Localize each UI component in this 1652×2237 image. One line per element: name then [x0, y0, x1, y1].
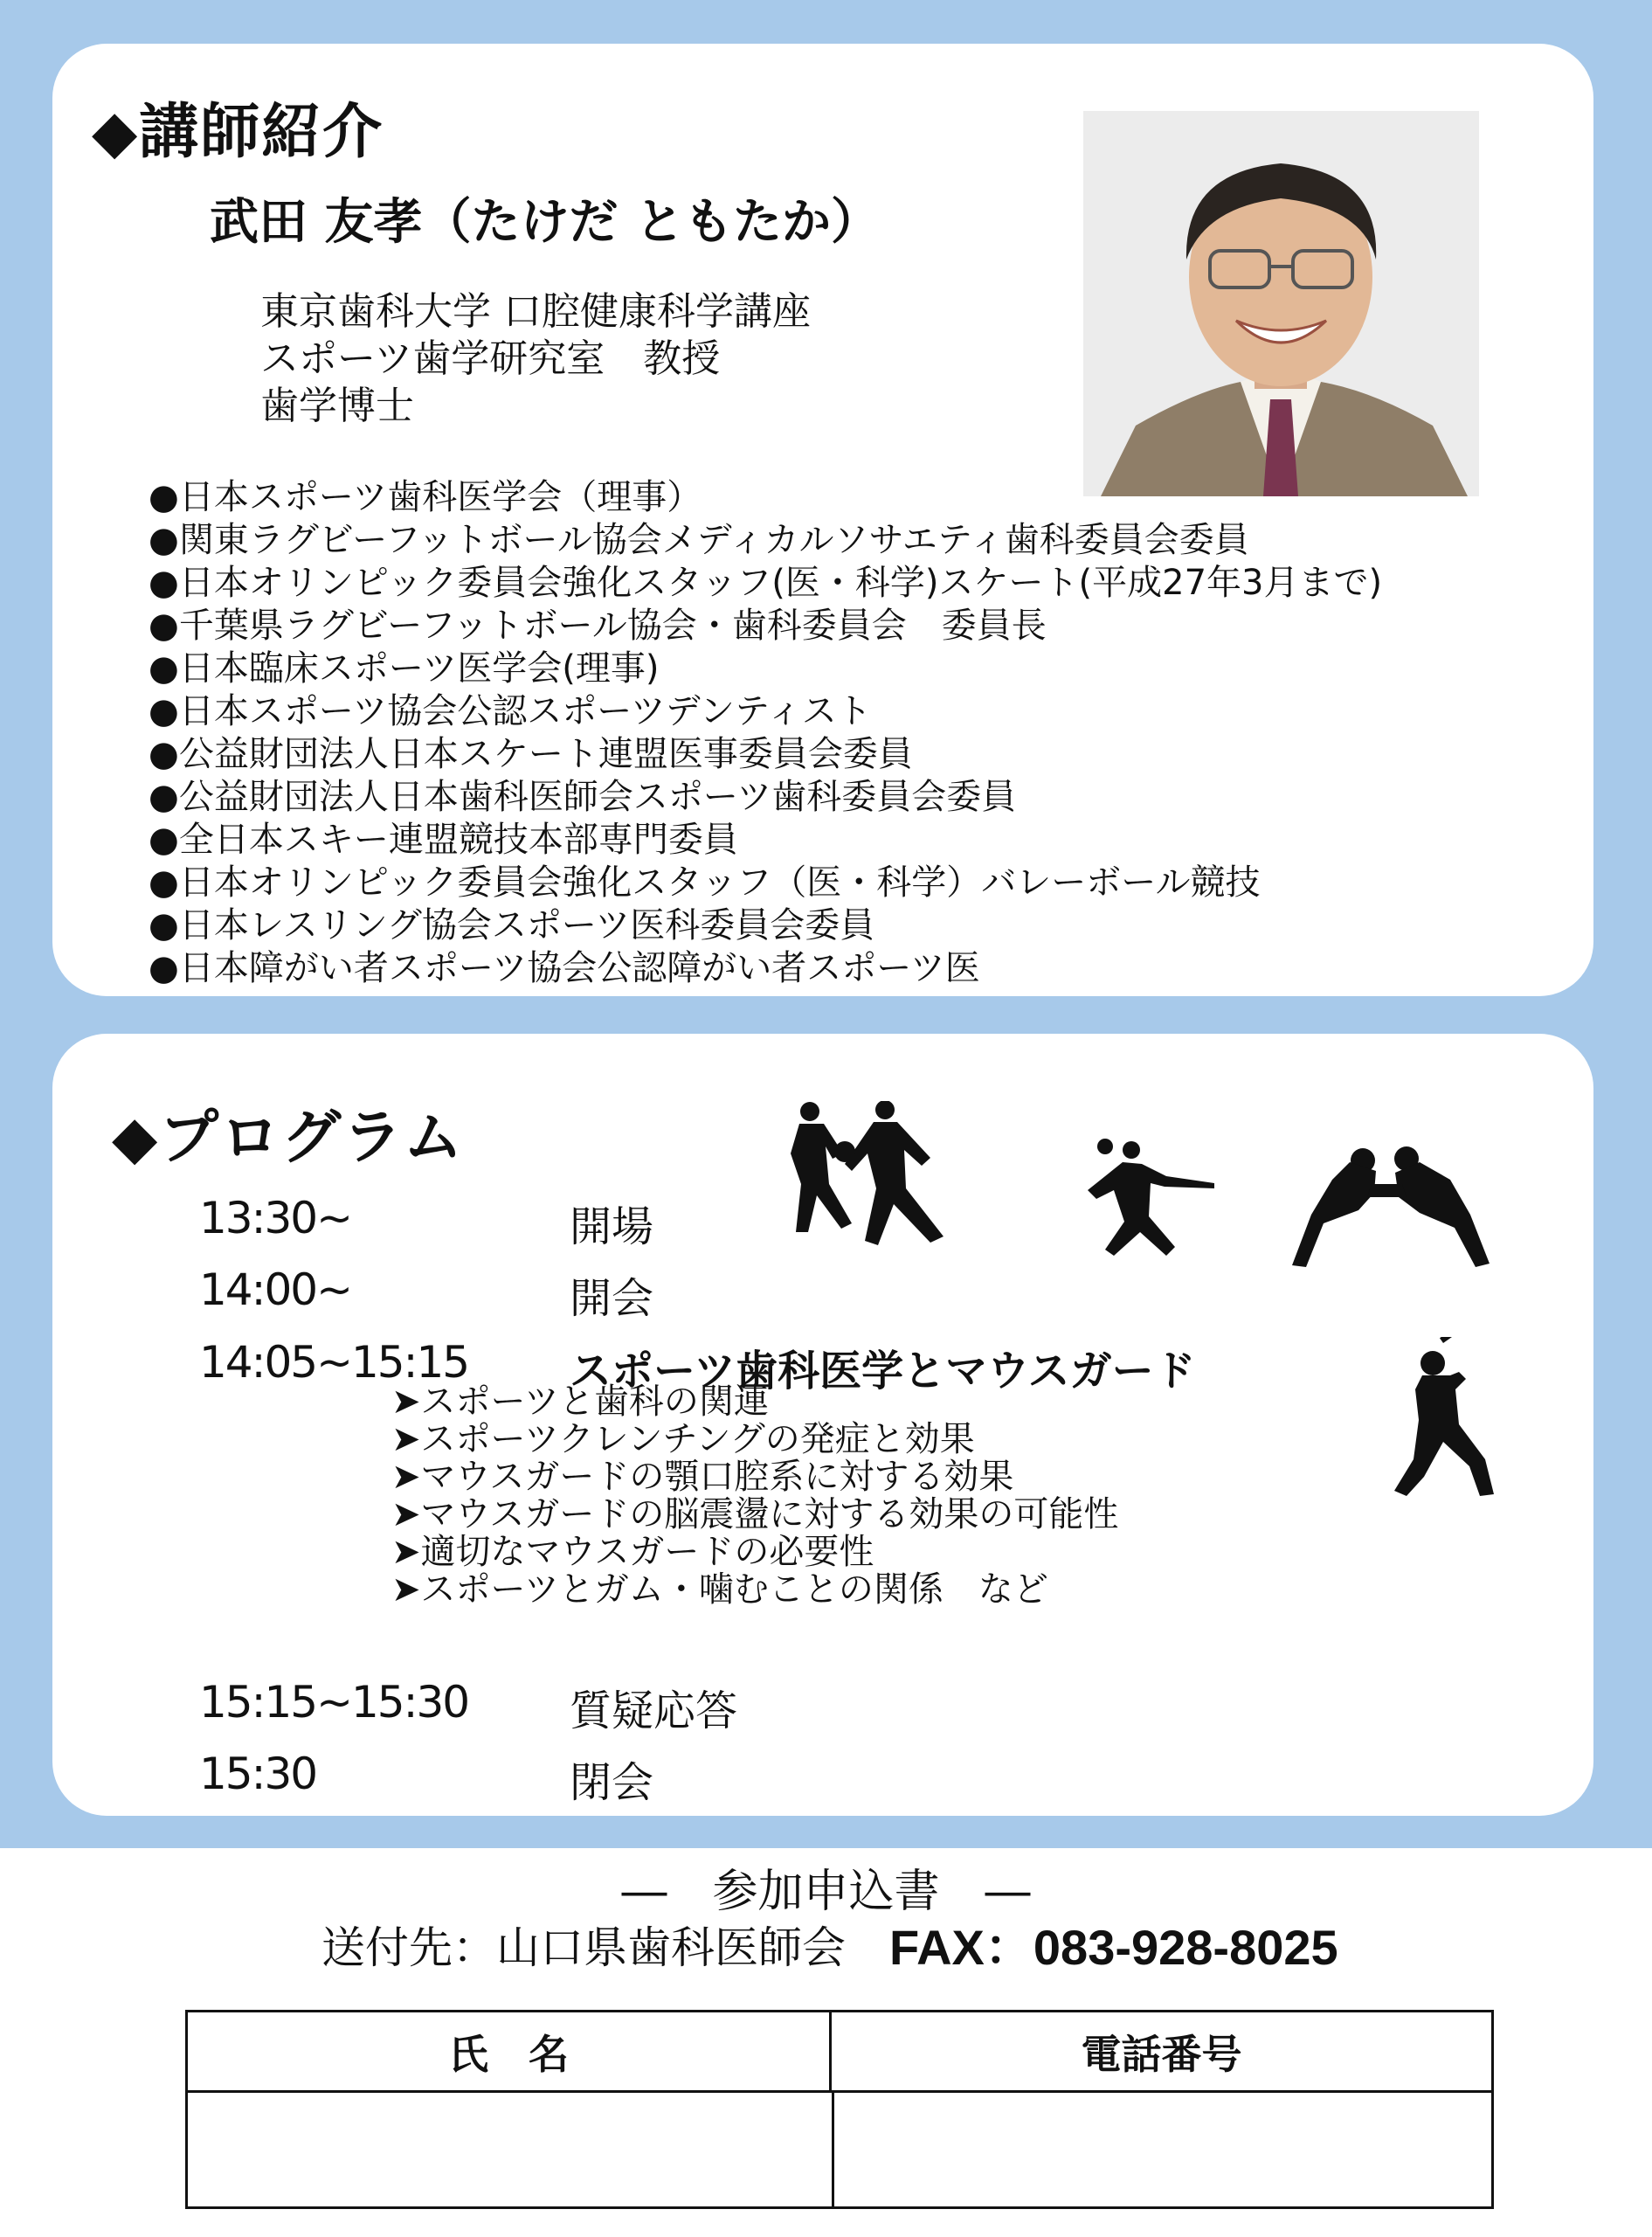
schedule-item: 開場	[570, 1202, 654, 1251]
application-table	[185, 2010, 1494, 2209]
form-sendto: 送付先：山口県歯科医師会	[321, 1922, 846, 1973]
list-item: ●日本オリンピック委員会強化スタッフ（医・科学）バレーボール競技	[149, 862, 1261, 903]
list-item: ➤マウスガードの顎口腔系に対する効果	[391, 1457, 1014, 1497]
column-header-name: 氏 名	[188, 2012, 832, 2093]
lecture-topics-list	[391, 1383, 1118, 1609]
instructor-photo	[1083, 111, 1479, 496]
list-item: ➤マウスガードの脳震盪に対する効果の可能性	[391, 1494, 1119, 1534]
list-item: ●日本臨床スポーツ医学会(理事)	[149, 648, 660, 689]
baseball-batter-icon	[1389, 1337, 1507, 1499]
form-title: ― 参加申込書 ―	[621, 1866, 1031, 1918]
list-item: ●公益財団法人日本スケート連盟医事委員会委員	[149, 734, 913, 774]
schedule-time: 14:05~15:15	[199, 1337, 469, 1388]
affiliation-line: スポーツ歯学研究室 教授	[260, 336, 721, 381]
list-item: ➤適切なマウスガードの必要性	[391, 1532, 874, 1572]
list-item: ●日本レスリング協会スポーツ医科委員会委員	[149, 905, 875, 945]
list-item: ●千葉県ラグビーフットボール協会・歯科委員会 委員長	[149, 606, 1047, 646]
instructor-name: 武田 友孝（たけだ ともたか）	[210, 194, 880, 251]
schedule-item: 開会	[570, 1274, 654, 1323]
affiliation-line: 東京歯科大学 口腔健康科学講座	[260, 289, 811, 334]
list-item: ●日本オリンピック委員会強化スタッフ(医・科学)スケート(平成27年3月まで)	[149, 563, 1383, 603]
schedule-item: 閉会	[570, 1758, 654, 1807]
list-item: ●公益財団法人日本歯科医師会スポーツ歯科委員会委員	[149, 777, 1017, 817]
list-item: ➤スポーツとガム・噛むことの関係 など	[391, 1569, 1048, 1610]
basketball-players-icon	[791, 1101, 965, 1250]
wrestlers-icon	[1289, 1145, 1494, 1267]
schedule-time: 14:00~	[199, 1264, 351, 1315]
list-item: ●日本スポーツ歯科医学会（理事）	[149, 477, 702, 517]
list-item: ➤スポーツクレンチングの発症と効果	[391, 1419, 975, 1459]
name-entry-cell[interactable]	[188, 2093, 834, 2206]
list-item: ●全日本スキー連盟競技本部専門委員	[149, 820, 738, 860]
list-item: ●日本スポーツ協会公認スポーツデンティスト	[149, 691, 872, 731]
schedule-item-lecture-title: スポーツ歯科医学とマウスガード	[570, 1347, 1196, 1396]
list-item: ●日本障がい者スポーツ協会公認障がい者スポーツ医	[149, 948, 980, 988]
affiliation-line: 歯学博士	[260, 384, 414, 428]
schedule-item: 質疑応答	[570, 1686, 738, 1735]
schedule-time: 13:30~	[199, 1193, 351, 1243]
schedule-time: 15:30	[199, 1749, 317, 1799]
instructor-roles-list	[149, 476, 1494, 990]
instructor-heading: ◆講師紹介	[92, 98, 384, 167]
phone-entry-cell[interactable]	[832, 2093, 1491, 2206]
list-item: ●関東ラグビーフットボール協会メディカルソサエティ歯科委員会委員	[149, 520, 1249, 560]
list-item: ➤スポーツと歯科の関連	[391, 1382, 769, 1422]
program-heading: ◆プログラム	[112, 1104, 465, 1173]
form-fax: FAX：083-928-8025	[889, 1920, 1338, 1975]
column-header-phone: 電話番号	[832, 2012, 1491, 2093]
instructor-affiliation	[260, 288, 811, 430]
schedule-time: 15:15~15:30	[199, 1677, 469, 1728]
volleyball-player-icon	[1079, 1138, 1219, 1260]
